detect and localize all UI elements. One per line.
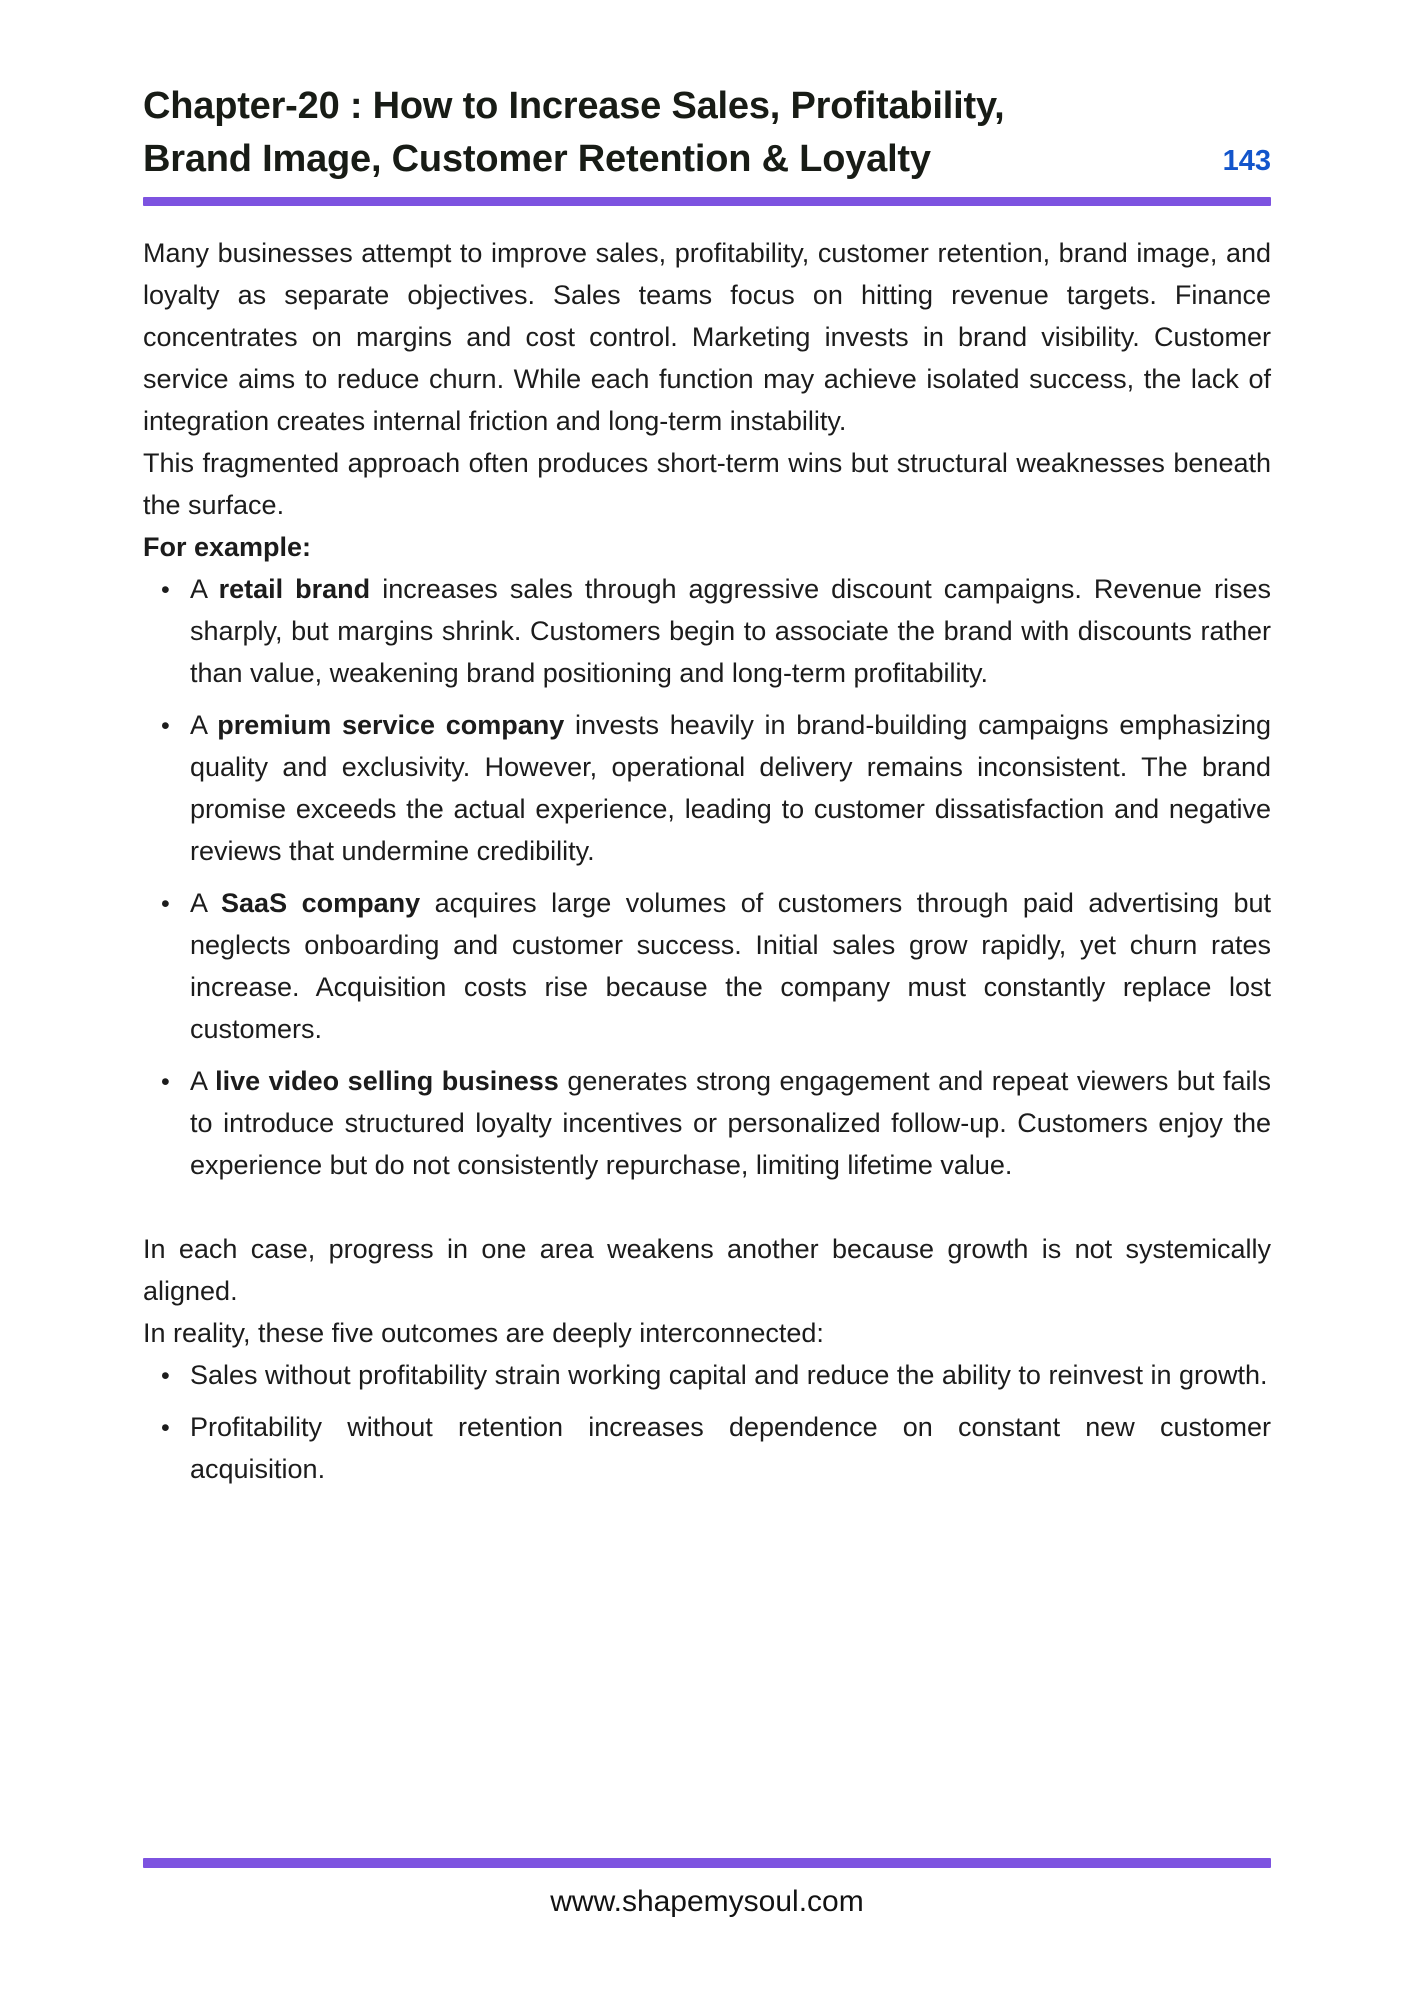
list-item bbox=[190, 568, 1271, 694]
paragraph: Many businesses attempt to improve sales, profitability, customer retention, brand image, and loyalty as separate objectives. Sales teams focus on hitting revenue targets. Finance concentrates on margins and cost control. Marketing invests in brand visibility. Customer service aims to reduce churn. While each function may achieve isolated success, the lack of integration creates internal friction and long-term instability. bbox=[143, 238, 1271, 436]
chapter-title-line2: Brand Image, Customer Retention & Loyalty bbox=[143, 138, 931, 180]
chapter-title-line1: Chapter-20 : How to Increase Sales, Profitability, bbox=[143, 85, 1005, 127]
list-item bbox=[190, 882, 1271, 1050]
paragraph: In each case, progress in one area weakens another because growth is not systemically aligned. bbox=[143, 1234, 1271, 1306]
page-footer bbox=[143, 1858, 1271, 1920]
item-prefix: A bbox=[190, 574, 219, 604]
item-text: increases sales through aggressive discount campaigns. Revenue rises sharply, but margins shrink. Customers begin to associate the brand with discounts rather than value, weakening brand positioning and long-term profitability. bbox=[190, 574, 1271, 688]
item-prefix: A bbox=[190, 888, 222, 918]
header-divider bbox=[143, 197, 1271, 206]
website-url: www.shapemysoul.com bbox=[550, 1885, 864, 1918]
list-item: • Sales without profitability strain working capital and reduce the ability to reinvest in growth. bbox=[190, 1354, 1271, 1396]
examples-list bbox=[143, 568, 1271, 1186]
item-prefix: A bbox=[190, 710, 218, 740]
item-prefix: A bbox=[190, 1066, 216, 1096]
item-bold-term: premium service company bbox=[217, 710, 565, 740]
paragraph: This fragmented approach often produces short-term wins but structural weaknesses beneath the surface. bbox=[143, 448, 1271, 520]
item-bold-term: retail brand bbox=[218, 574, 371, 604]
item-bold-term: live video selling business bbox=[215, 1066, 559, 1096]
footer-divider bbox=[143, 1858, 1271, 1868]
chapter-body bbox=[143, 232, 1271, 1490]
paragraph: In reality, these five outcomes are deeply interconnected: bbox=[143, 1318, 824, 1348]
list-item bbox=[190, 704, 1271, 872]
list-item bbox=[190, 1060, 1271, 1186]
examples-heading: For example: bbox=[143, 532, 312, 562]
interconnections-list bbox=[143, 1354, 1271, 1490]
item-text: invests heavily in brand-building campaigns emphasizing quality and exclusivity. However, operational delivery remains inconsistent. The brand promise exceeds the actual experience, leading to customer dissatisfaction and negative reviews that undermine credibility. bbox=[190, 710, 1271, 866]
chapter-title bbox=[143, 80, 1271, 186]
item-text: acquires large volumes of customers through paid advertising but neglects onboarding and customer success. Initial sales grow rapidly, yet churn rates increase. Acquisition costs rise because the company must constantly replace lost customers. bbox=[190, 888, 1272, 1044]
item-text: generates strong engagement and repeat viewers but fails to introduce structured loyalty incentives or personalized follow-up. Customers enjoy the experience but do not consistently repurchase, limiting lifetime value. bbox=[190, 1066, 1271, 1180]
page-number: 143 bbox=[1222, 145, 1271, 177]
chapter-header bbox=[143, 0, 1271, 186]
list-item: • Profitability without retention increases dependence on constant new customer acquisition. bbox=[190, 1406, 1271, 1490]
item-bold-term: SaaS company bbox=[221, 888, 421, 918]
